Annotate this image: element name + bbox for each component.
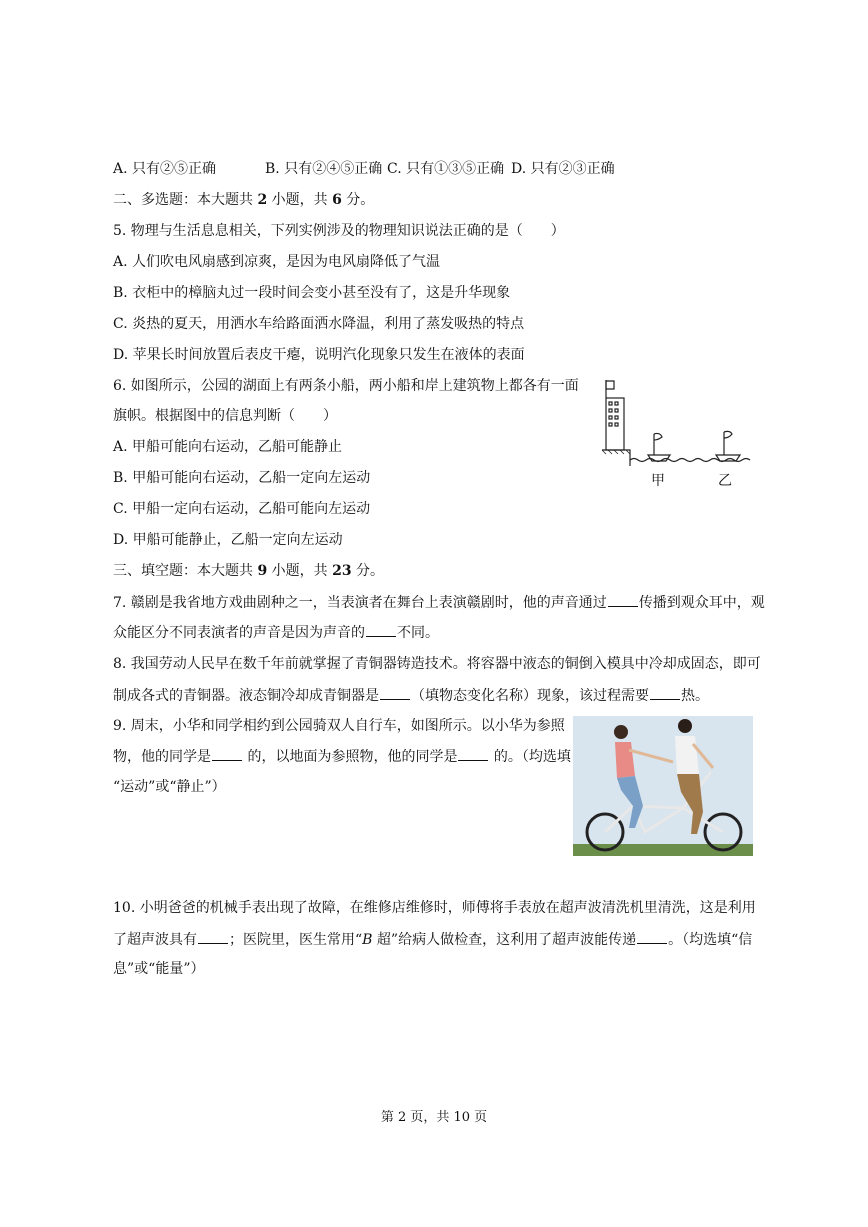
q5-stem: 5. 物理与生活息息相关，下列实例涉及的物理知识说法正确的是（ ） xyxy=(113,223,565,239)
q10-line-3: 息”或“能量”） xyxy=(113,961,205,977)
q7-text: 传播到观众耳中，观 xyxy=(638,595,765,611)
tandem-bicycle-photo xyxy=(573,716,753,856)
woman-head xyxy=(614,725,628,739)
q7-blank-2[interactable] xyxy=(366,622,396,637)
q4-option-b: B. 只有②④⑤正确 xyxy=(265,161,383,177)
q10-text: 了超声波具有 xyxy=(113,932,197,948)
q10-italic-b: B xyxy=(362,932,373,948)
section-3-text: 三、填空题：本大题共 xyxy=(113,563,258,579)
boats-and-building-figure xyxy=(598,376,758,494)
q10-line-1: 10. 小明爸爸的机械手表出现了故障，在维修店维修时，师傅将手表放在超声波清洗机里清洗，这是利用 xyxy=(113,900,756,916)
q10-line-2 xyxy=(113,929,752,950)
q7-text: 7. 赣剧是我省地方戏曲剧种之一，当表演者在舞台上表演赣剧时，他的声音通过 xyxy=(113,595,607,611)
q8-blank-2[interactable] xyxy=(650,685,680,700)
q6-stem-line-2: 旗帜。根据图中的信息判断（ ） xyxy=(113,408,337,424)
section-2-points: 6 xyxy=(332,192,342,208)
q10-text: 。（均选填“信 xyxy=(668,932,753,948)
section-2-count: 2 xyxy=(257,192,268,208)
label-yi: 乙 xyxy=(718,473,732,489)
q9-text: 的。（均选填 xyxy=(489,749,571,765)
q9-text: 物，他的同学是 xyxy=(113,749,211,765)
page-footer: 第 2 页，共 10 页 xyxy=(380,1110,488,1125)
q5-option-a: A. 人们吹电风扇感到凉爽，是因为电风扇降低了气温 xyxy=(113,254,441,270)
q6-option-c: C. 甲船一定向右运动，乙船可能向左运动 xyxy=(113,501,371,517)
q8-text: 热。 xyxy=(681,688,709,704)
q9-blank-2[interactable] xyxy=(458,746,488,761)
section-2-text: 分。 xyxy=(341,192,375,208)
q4-options xyxy=(113,159,615,179)
q9-line-3: “运动”或“静止”） xyxy=(113,779,226,795)
section-2-text: 二、多选题：本大题共 xyxy=(113,192,258,208)
q6-stem-line-1: 6. 如图所示，公园的湖面上有两条小船，两小船和岸上建筑物上都各有一面 xyxy=(113,378,579,394)
label-jia: 甲 xyxy=(651,473,665,489)
q10-blank-1[interactable] xyxy=(198,929,228,944)
boat-yi-flag xyxy=(724,431,732,438)
q8-text: （填物态变化名称）现象，该过程需要 xyxy=(411,688,649,704)
q5-option-c: C. 炎热的夏天，用洒水车给路面洒水降温，利用了蒸发吸热的特点 xyxy=(113,316,525,332)
section-2-text: 小题，共 xyxy=(267,192,333,208)
q7-text: 不同。 xyxy=(397,625,439,641)
q8-line-1: 8. 我国劳动人民早在数千年前就掌握了青铜器铸造技术。将容器中液态的铜倒入模具中冷却成固态，即可 xyxy=(113,656,761,672)
section-3-text: 小题，共 xyxy=(267,563,333,579)
q4-option-c: C. 只有①③⑤正确 xyxy=(387,161,505,177)
q7-text: 众能区分不同表演者的声音是因为声音的 xyxy=(113,625,365,641)
q4-option-d: D. 只有②③正确 xyxy=(511,161,615,177)
q4-option-a: A. 只有②⑤正确 xyxy=(113,161,217,177)
q7-line-1 xyxy=(113,592,765,613)
section-3-count: 9 xyxy=(257,563,268,579)
section-3-heading xyxy=(113,561,384,581)
q10-blank-2[interactable] xyxy=(637,929,667,944)
q9-blank-1[interactable] xyxy=(212,746,242,761)
q9-line-2 xyxy=(113,746,571,767)
section-3-text: 分。 xyxy=(351,563,385,579)
boat-yi xyxy=(716,455,740,461)
q8-line-2 xyxy=(113,685,709,706)
q6-option-b: B. 甲船可能向右运动，乙船一定向左运动 xyxy=(113,470,371,486)
q8-text: 制成各式的青铜器。液态铜冷却成青铜器是 xyxy=(113,688,379,704)
q6-option-a: A. 甲船可能向右运动，乙船可能静止 xyxy=(113,439,343,455)
q10-text: 超”给病人做检查，这利用了超声波能传递 xyxy=(372,932,637,948)
q9-line-1: 9. 周末，小华和同学相约到公园骑双人自行车，如图所示。以小华为参照 xyxy=(113,718,565,734)
section-3-points: 23 xyxy=(332,563,352,579)
q7-line-2 xyxy=(113,622,439,643)
q9-text: 的，以地面为参照物，他的同学是 xyxy=(243,749,458,765)
q6-option-d: D. 甲船可能静止，乙船一定向左运动 xyxy=(113,532,343,548)
q8-blank-1[interactable] xyxy=(380,685,410,700)
section-2-heading xyxy=(113,190,374,210)
boat-jia-flag xyxy=(654,433,662,440)
man-shirt xyxy=(675,736,699,774)
man-head xyxy=(678,719,692,733)
q5-option-b: B. 衣柜中的樟脑丸过一段时间会变小甚至没有了，这是升华现象 xyxy=(113,285,511,301)
building-flag xyxy=(606,381,614,389)
q10-text: ；医院里，医生常用“ xyxy=(229,932,363,948)
q7-blank-1[interactable] xyxy=(608,592,638,607)
q5-option-d: D. 苹果长时间放置后表皮干瘪，说明汽化现象只发生在液体的表面 xyxy=(113,347,525,363)
